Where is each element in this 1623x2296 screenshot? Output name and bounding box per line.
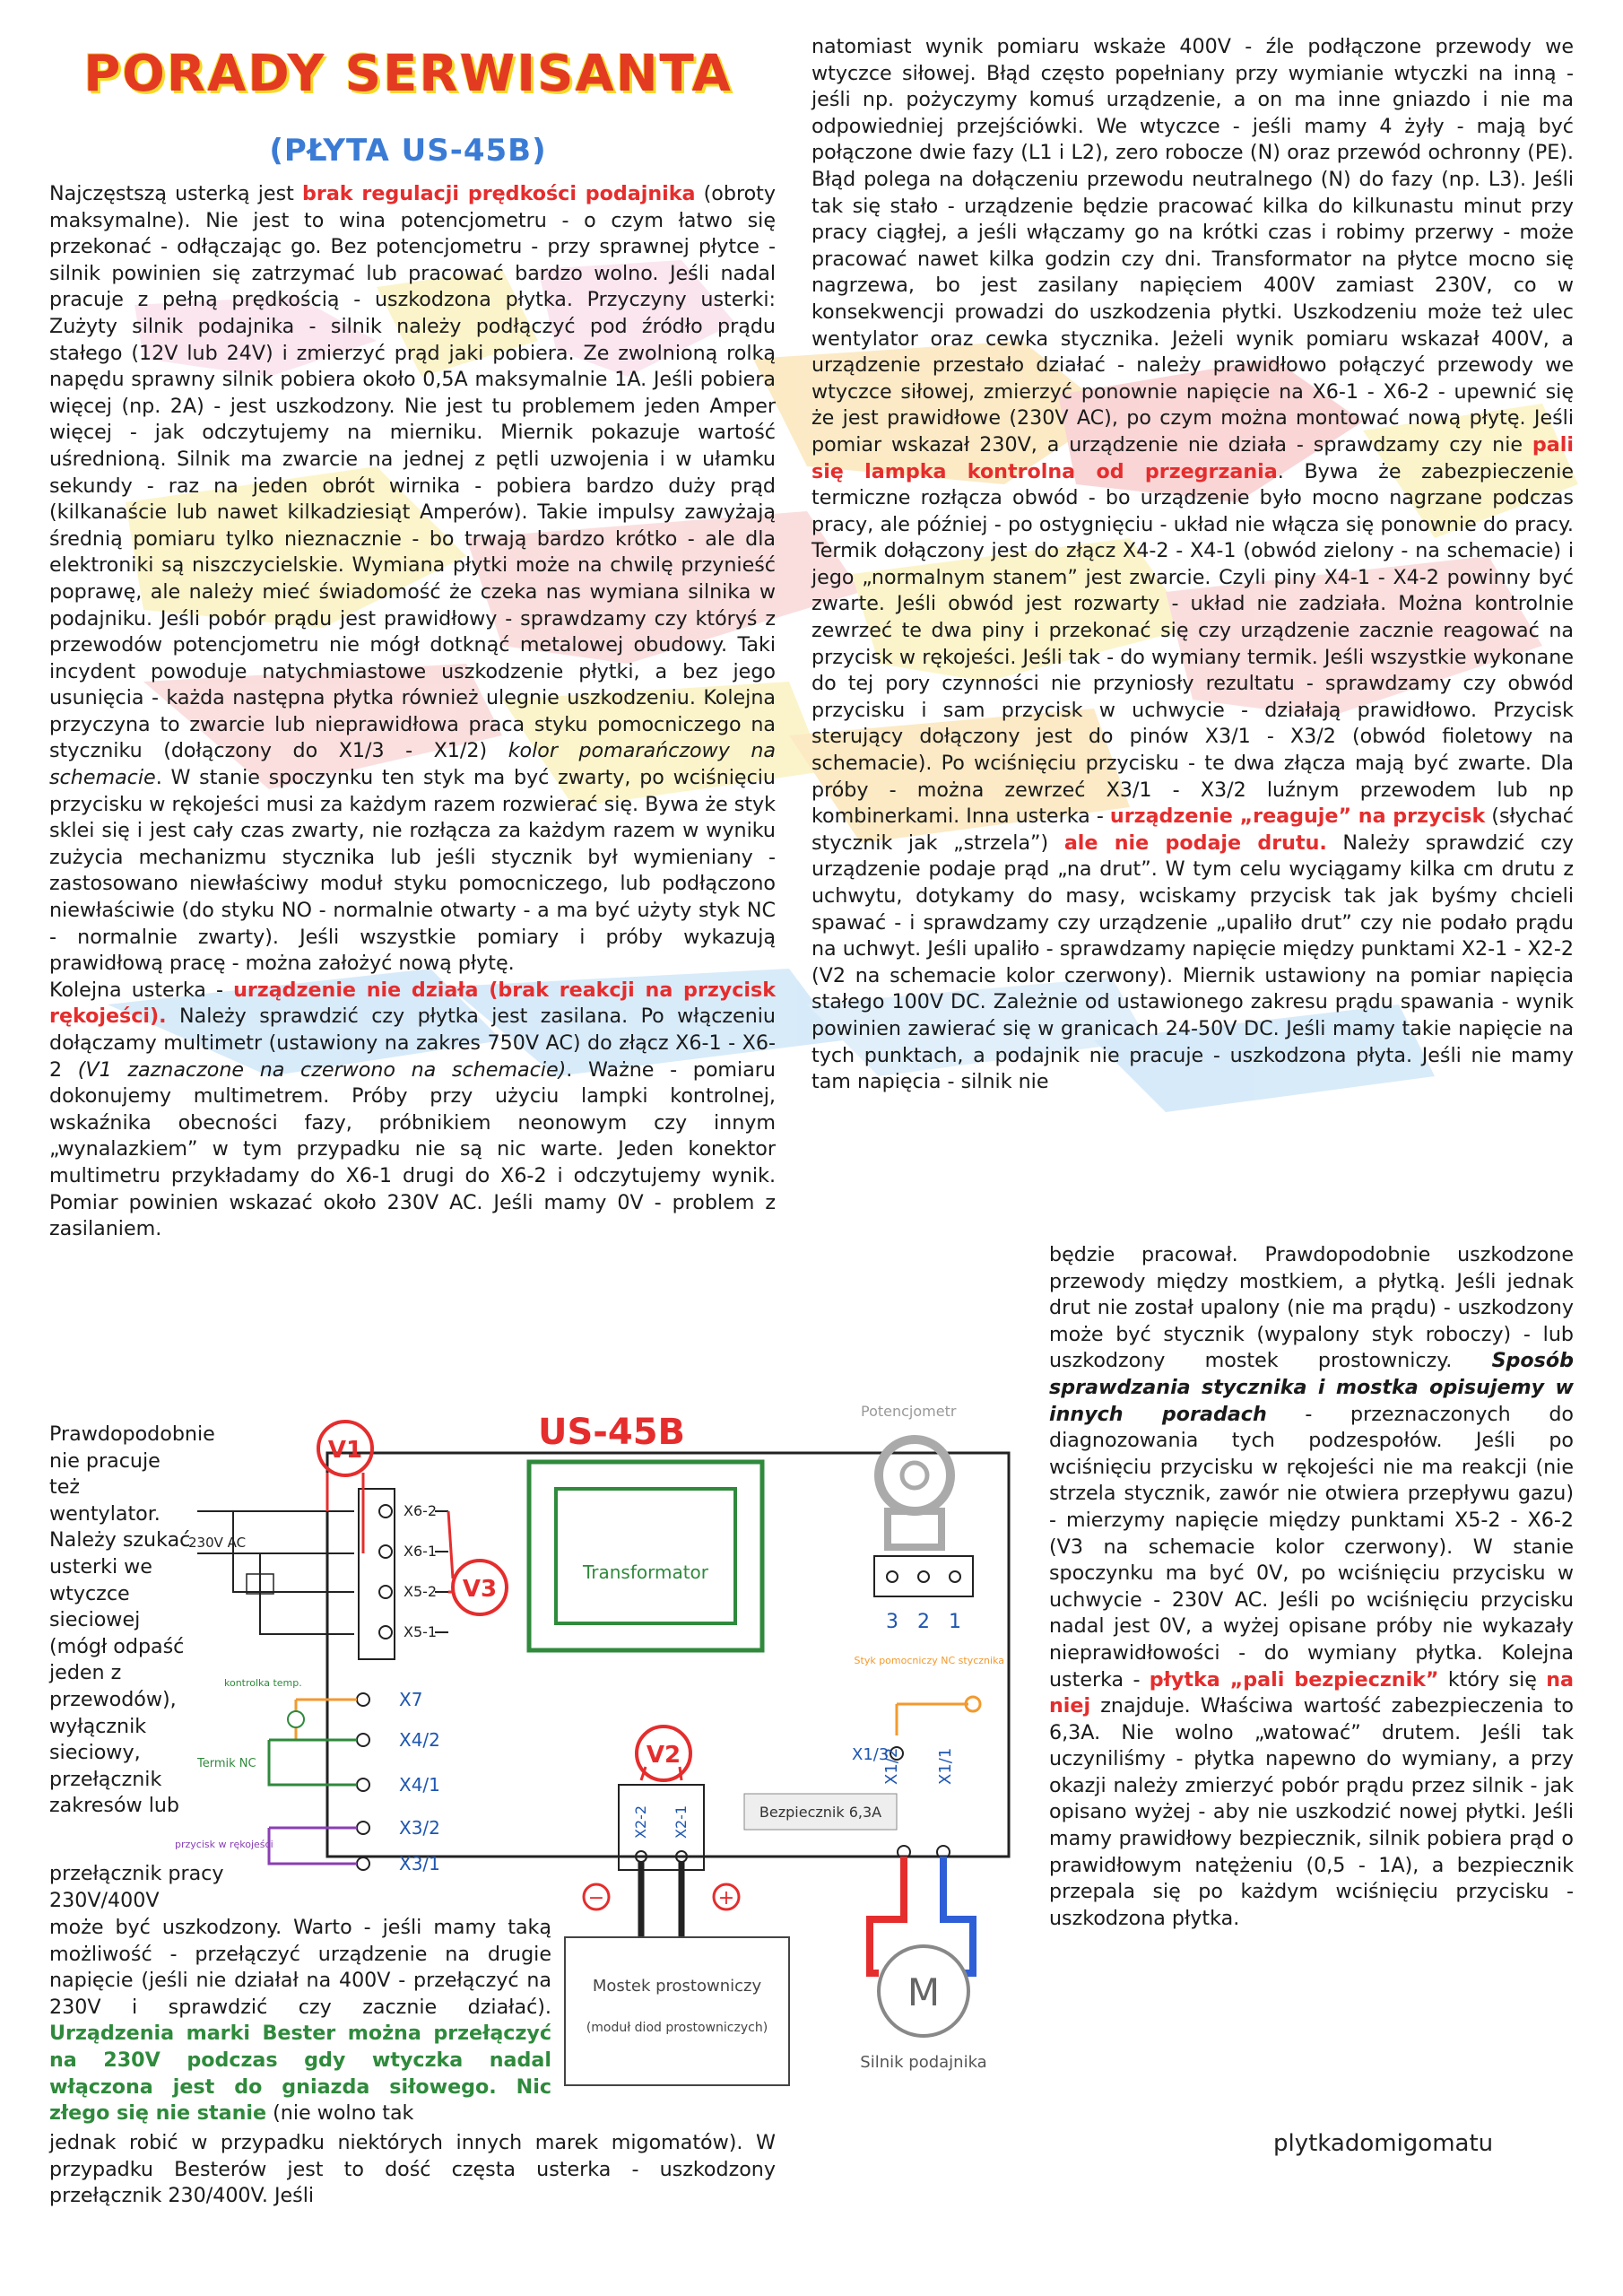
text: . Bywa że zabezpieczenie termiczne rozłącza obwód - bo urządzenie było mocno nagrzane podczas pracy, ale później - po ostygnięciu - układ nie włącza się ponownie do pracy. Termik dołączony jest do złącz X4-2 - X4-1 (obwód zielony - na schemacie) i jego „normalnym stanem” jest zwarcie. Czyli piny X4-1 - X4-2 powinny być zwarte. Jeśli obwód jest rozwarty - układ nie zadziała. Można kontrolnie zewrzeć te dwa piny i przekonać się czy urządzenie zacznie reagować na przycisk w rękojeści. Jeśli tak - do wymiany termik. Jeśli wszystkie wykonane do tej pory czynności nie przyniosły rezultatu - sprawdzamy czy obwód przycisku i sam przycisk w uchwycie - działają prawidłowo. Przycisk sterujący dołączony jest do pinów X3/1 - X3/2 (obwód fioletowy na schemacie). Po wciśnięciu przycisku - te dwa złącza mają być zwarte. Dla próby - można zewrzeć X3/1 - X3/2 luźnym przewodem lub np kombinerkami. Inna usterka - — [812, 459, 1575, 829]
highlight-green: Urządzenia marki Bester można przełączyć na 230V podczas gdy wtyczka nadal włączona jest do gniazda siłowego. Nic złego się nie stanie — [49, 2022, 551, 2126]
highlight-red: urządzenie nie działa (brak reakcji na przycisk rękojeści). — [49, 978, 776, 1029]
text: (słychać stycznik jak „strzela”) — [812, 804, 1574, 855]
text: będzie pracował. Prawdopodobnie uszkodzone przewody między mostkiem, a płytką. Jeśli jednak drut nie został upalony (nie ma prądu) - uszkodzony może być stycznik (wypalony styk roboczy) - lub uszkodzony mostek prostowniczy. — [1049, 1243, 1574, 1373]
text: Należy sprawdzić czy płytka jest zasilana. Po włączeniu dołączamy multimetr (ustawiony na zakres 750V AC) do złącz X6-1 - X6-2 — [49, 1004, 776, 1082]
minus-label: − — [587, 1887, 605, 1909]
pot-pins — [887, 1571, 960, 1582]
italic-text: (V1 zaznaczone na czerwono na schemacie) — [77, 1057, 567, 1082]
v2-label: V2 — [646, 1742, 681, 1769]
right-label-x1-1: X1/1 — [936, 1747, 955, 1785]
button-wire — [269, 1828, 357, 1864]
motor-label: Silnik podajnika — [860, 2053, 987, 2072]
v3-label: V3 — [462, 1576, 498, 1603]
aux-wire — [897, 1704, 968, 1735]
page-subtitle: (PŁYTA US-45B) — [269, 133, 547, 169]
side-label-x3-1: X3/1 — [399, 1853, 440, 1874]
text: . W stanie spoczynku ten styk ma być zwarty, po wciśnięciu przycisku w rękojeści musi za każdym razem rozwierać się. Bywa że styk sklei się i jest cały czas zwarty, nie rozłącza za każdym razem w wyniku zużycia mechanizmu stycznika lub jeśli stycznik był wymieniany - zastosowano niewłaściwy moduł styku pomocniczego, lub podłączono niewłaściwie (do styku NO - normalnie otwarty - a ma być użyty styk NC - normalnie zwarty). Jeśli wszystkie pomiary i próby wykazują prawidłową pracę - można założyć nową płytę. — [49, 766, 776, 976]
motor-symbol: M — [907, 1970, 941, 2014]
button-label: przycisk w rękojeści — [175, 1839, 273, 1850]
signature: plytkadomigomatu — [1273, 2130, 1494, 2157]
right-column-bottom — [1049, 1242, 1574, 1932]
highlight-red: ale nie podaje drutu. — [1063, 831, 1327, 855]
highlight-red: na niej — [1049, 1667, 1574, 1718]
text: Kolejna usterka - — [49, 978, 234, 1002]
pot-connector — [874, 1556, 973, 1596]
plus-label: + — [717, 1887, 735, 1909]
left-paragraph-4: przełącznik pracy 230V/400V — [49, 1862, 224, 1912]
v1-label: V1 — [327, 1437, 363, 1464]
pot-label: Potencjometr — [861, 1403, 957, 1420]
text: . Ważne - pomiaru dokonujemy multimetrem. Próby przy użyciu lampki kontrolnej, wskaźnika obecności fazy, próbnikiem neonowym czy innym „wynalazkiem” w tym przypadku nie są nic warte. Jeden konektor multimetru przykładamy do X6-1 drugi do X6-2 i odczytujemy wynik. Pomiar powinien wskazać około 230V AC. Jeśli mamy 0V - problem z zasilaniem. — [49, 1057, 776, 1241]
bridge-sublabel: (moduł diod prostowniczych) — [586, 2021, 768, 2035]
pot-pin-2: 2 — [917, 1611, 930, 1633]
left-paragraph-6: jednak robić w przypadku niektórych innych marek migomatów). W przypadku Besterów jest to dość częsta usterka - uszkodzony przełącznik 230/400V. Jeśli — [49, 2131, 776, 2208]
pot-body — [888, 1511, 942, 1547]
bridge-box — [565, 1937, 789, 2085]
side-label-x4-1: X4/1 — [399, 1774, 440, 1796]
right-label-x1-2: X1/2 — [882, 1747, 901, 1785]
page-title: PORADY SERWISANTA — [83, 45, 733, 103]
side-pins — [357, 1693, 369, 1870]
side-label-x7: X7 — [399, 1689, 423, 1710]
transformer-label: Transformator — [582, 1561, 709, 1583]
highlight-red: pali się lampka kontrolna od przegrzania — [812, 432, 1574, 483]
left-paragraph-2 — [49, 978, 776, 1243]
side-label-x3-2: X3/2 — [399, 1817, 440, 1839]
termik-label: Termik NC — [197, 1757, 256, 1770]
right-paragraph-2 — [1049, 1242, 1574, 1932]
left-paragraph-1 — [49, 181, 776, 978]
board-label: US-45B — [538, 1412, 686, 1453]
bridge-label: Mostek prostowniczy — [592, 1977, 762, 1996]
italic-text: kolor pomarańczowy na schemacie — [49, 739, 776, 790]
highlight-red: brak regulacji prędkości podajnika — [302, 182, 696, 205]
x6-label-2: X6-1 — [404, 1543, 438, 1560]
supply-label: 230V AC — [188, 1535, 247, 1551]
left-column-bottom — [49, 2130, 776, 2210]
text: który się — [1438, 1667, 1547, 1692]
termik-wire — [269, 1740, 357, 1785]
left-column-top — [49, 181, 776, 1243]
pot-knob-icon — [879, 1439, 950, 1511]
right-label-x1-3: X1/3 — [852, 1745, 890, 1764]
lamp-label: kontrolka temp. — [224, 1677, 302, 1689]
text: (nie wolno tak — [266, 2101, 414, 2126]
x6-label-1: X6-2 — [404, 1502, 438, 1519]
highlight-red: urządzenie „reaguje” na przycisk — [1109, 804, 1486, 829]
bottom-label-x2-2: X2-2 — [632, 1805, 649, 1839]
supply-wire-3 — [233, 1511, 354, 1592]
text: Najczęstszą usterką jest — [49, 182, 302, 205]
x6-label-3: X5-2 — [404, 1583, 438, 1600]
text: znajduje. Właściwa wartość zabezpieczenia to 6,3A. Nie wolno „watować” drutem. Jeśli tak uczyniliśmy - płytka napewno do wymiany, a przy okazji należy zmierzyć pobór prądu przez silnik - jak opisano wyżej - aby nie uszkodzić nowej płytki. Jeśli mamy prawidłowy bezpiecznik, silnik pobiera prąd o prawidłowym natężeniu (0,5 - 1A), a bezpiecznik przepala się po każdym wciśnięciu przycisku - uszkodzona płytka. — [1049, 1694, 1574, 1930]
highlight-red: płytka „pali bezpiecznik” — [1149, 1667, 1439, 1692]
text: może być uszkodzony. Warto - jeśli mamy taką możliwość - przełączyć urządzenie na drugie napięcie (jeśli nie działał na 400V - przełączyć na 230V i sprawdzić czy zacznie działać). — [49, 1916, 551, 2019]
text: (obroty maksymalne). Nie jest to wina potencjometru - o czym łatwo się przekonać - odłączając go. Bez potencjometru - przy sprawnej płytce - silnik powinien się zatrzymać lub pracować bardzo wolno. Jeśli nadal pracuje z pełną prędkością - uszkodzona płytka. Przyczyny usterki: Zużyty silnik podajnika - silnik należy podłączyć pod źródło prądu stałego (12V lub 24V) i zmierzyć prąd jaki pobiera. Ze zwolnioną rolką napędu sprawny silnik pobiera około 0,5A maksymalnie 1A. Jeśli pobiera więcej (np. 2A) - jest uszkodzony. Nie jest tu problemem jeden Amper więcej - jak odczytujemy na mierniku. Miernik pokazuje wartość uśrednioną. Silnik ma zwarcie na jednej z pętli uzwojenia i w ułamku sekundy - raz na jeden obrót wirnika - pobiera bardzo duży prąd (kilkanaście lub nawet kilkadziesiąt Amperów). Takie impulsy zawyżają średnią pomiaru tylko nieznacznie - bo trwają bardzo krótko - ale dla elektroniki są niszczycielskie. Wymiana płytki może na chwilę przynieść poprawę, ale należy mieć świadomość że czeka nas wymiana silnika w podajniku. Jeśli pobór prądu jest prawidłowy - sprawdzamy czy któryś z przewodów potencjometru nie mógł dotknąć metalowej obudowy. Taki incydent powoduje natychmiastowe uszkodzenie płytki, a bez jego usunięcia - każda następna płytka również ulegnie uszkodzeniu. Kolejna przyczyna to zwarcie lub nieprawidłowa praca styku pomocniczego na styczniku (dołączony do X1/3 - X1/2) — [49, 182, 776, 763]
aux-label: Styk pomocniczy NC stycznika — [854, 1655, 1004, 1666]
text: Należy sprawdzić czy urządzenie podaje prąd „na drut”. W tym celu wyciągamy kilka cm drutu z uchwytu, dotykamy do masy, wciskamy przycisk tak jak byśmy chcieli spawać - i sprawdzamy czy urządzenie „upaliło drut” czy nie podało prądu na uchwyt. Jeśli upaliło - sprawdzamy napięcie między punktami X2-1 - X2-2 (V2 na schemacie kolor czerwony). Miernik ustawiony na pomiar napięcia stałego 100V DC. Zależnie od ustawionego zakresu prądu spawania - wynik powinien zawierać się w granicach 24-50V DC. Jeśli mamy takie napięcie na tych punktach, a podajnik nie pracuje - uszkodzona płyta. Jeśli nie mamy tam napięcia - silnik nie — [812, 831, 1574, 1094]
left-paragraph-3: Prawdopodobnie nie pracuje też wentylator. Należy szukać usterki we wtyczce sieciowej (mógł odpaść jeden z przewodów), wyłącznik sieciowy, przełącznik zakresów lub — [49, 1422, 215, 1818]
transformer-inner — [556, 1489, 735, 1623]
x6-pins — [379, 1505, 392, 1639]
right-paragraph-1 — [812, 34, 1574, 1096]
text: - przeznaczonych do diagnozowania tych podzespołów. Jeśli po wciśnięciu przycisku w rękojeści nie ma reakcji (nie strzela stycznik, zawór nie otwiera przepływu gazu) - mierzymy napięcie między punktami X5-2 - X6-2 (V3 na schemacie kolor czerwony). W stanie spoczynku ma być 0V, po wciśnięciu przycisku w uchwycie - 230V AC. Jeśli po wciśnięciu przycisku nadal jest 0V, a wyżej opisane próby nie wykazały nieprawidłowości - do wymiany płytka. Kolejna usterka - — [1049, 1402, 1574, 1692]
x6-label-4: X5-1 — [404, 1623, 438, 1640]
side-label-x4-2: X4/2 — [399, 1729, 440, 1751]
pot-pin-1: 1 — [949, 1611, 961, 1633]
bottom-label-x2-1: X2-1 — [673, 1805, 690, 1839]
fuse-label: Bezpiecznik 6,3A — [759, 1804, 882, 1821]
text: natomiast wynik pomiaru wskaże 400V - źle podłączone przewody we wtyczce siłowej. Błąd często popełniany przy wymianie wtyczki na inną - jeśli np. pożyczymy komuś urządzenie, a on ma inne gniazdo i nie ma odpowiedniej przejściówki. We wtyczce - jeśli mamy 4 żyły - mają być połączone dwie fazy (L1 i L2), zero robocze (N) oraz przewód ochronny (PE). Błąd polega na dołączeniu przewodu neutralnego (N) do fazy (np. L3). Jeśli tak się stało - urządzenie będzie pracować kilka do kilkunastu minut przy pracy ciągłej, a jeśli włączamy go na krótki czas i robimy przerwy - może pracować nawet kilka godzin czy dni. Transformator na płytce mocno się nagrzewa, bo jest zasilany napięciem 400V zamiast 230V, co w konsekwencji prowadzi do uszkodzenia płytki. Uszkodzeniu może też ulec wentylator oraz cewka stycznika. Jeżeli wynik pomiaru wskazał 400V, a urządzenie przestało działać - należy prawidłowo połączyć przewody we wtyczce siłowej, zmierzyć ponownie napięcie na X6-1 - X6-2 - upewnić się że jest prawidłowe (230V AC), po czym można montować nową płytę. Jeśli pomiar wskazał 230V, a urządzenie nie działa - sprawdzamy czy nie — [812, 35, 1574, 457]
italic-text: Sposób sprawdzania stycznika i mostka opisujemy w innych poradach — [1049, 1349, 1574, 1426]
lamp-icon — [288, 1711, 304, 1727]
pot-pin-3: 3 — [886, 1611, 898, 1633]
pot-shaft — [902, 1463, 927, 1488]
right-column-top — [812, 34, 1574, 1096]
wiring-diagram — [161, 1399, 1022, 2099]
